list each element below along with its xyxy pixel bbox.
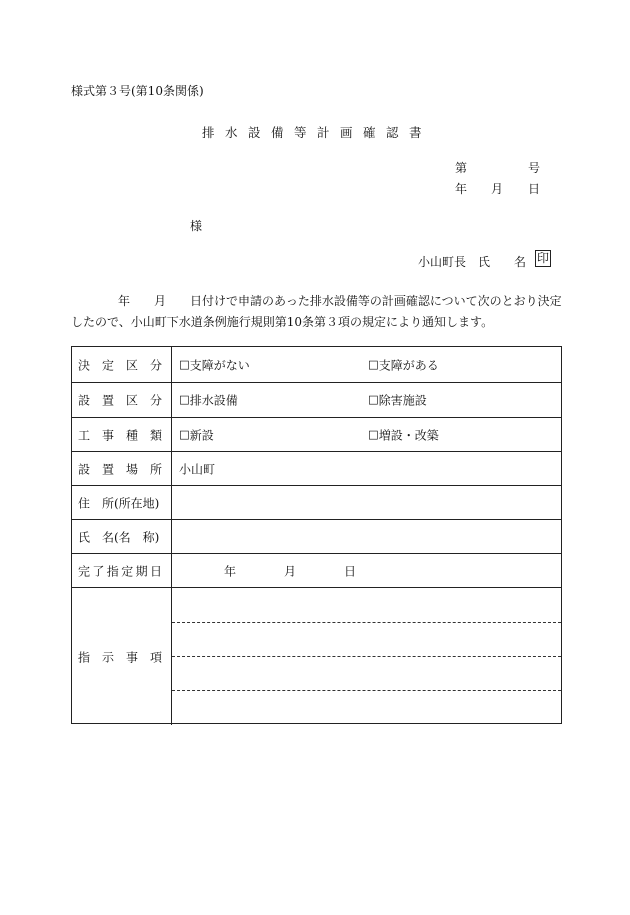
row-label: 指 示 事 項 [78,650,163,664]
document-title: 排水設備等計画確認書 [202,125,433,140]
completion-year: 年 [224,564,237,578]
table-row [72,347,561,382]
location-value[interactable]: 小山町 [179,462,216,476]
option-extension[interactable]: ☐増設・改築 [368,428,439,442]
row-label: 住 所(所在地) [78,496,160,510]
option-has-issue[interactable]: ☐支障がある [368,358,439,372]
table-row [72,485,561,519]
table-row [72,382,561,417]
number-prefix: 第 [455,161,468,175]
table-row [72,451,561,485]
table-row [72,417,561,451]
row-label: 決 定 区 分 [78,358,163,372]
confirmation-table [71,346,562,724]
instructions-row [72,587,561,725]
number-suffix: 号 [528,161,541,175]
completion-day: 日 [344,564,357,578]
body-text-line-1: 年 月 日付けで申請のあった排水設備等の計画確認について次のとおり決定 [118,294,562,308]
dashed-divider [172,656,561,657]
seal-box: 印 [536,251,549,265]
dashed-divider [172,622,561,623]
table-row [72,553,561,587]
row-label: 工 事 種 類 [78,428,163,442]
row-label: 設 置 場 所 [78,462,163,476]
date-year: 年 [455,182,468,196]
body-text-line-2: したので、小山町下水道条例施行規則第10条第３項の規定により通知します。 [71,315,494,329]
addressee-honorific: 様 [190,219,203,233]
table-row [72,519,561,553]
row-label: 氏 名(名 称) [78,530,160,544]
option-drainage[interactable]: ☐排水設備 [179,393,238,408]
dashed-divider [172,690,561,691]
row-label: 設 置 区 分 [78,393,163,408]
completion-month: 月 [284,564,297,578]
date-month: 月 [491,182,504,196]
option-abatement[interactable]: ☐除害施設 [368,393,427,408]
form-number-label: 様式第３号(第10条関係) [71,84,204,98]
date-day: 日 [528,182,541,196]
issuer-name: 小山町長 氏 名 [418,255,527,269]
option-new[interactable]: ☐新設 [179,428,214,442]
row-label: 完了指定期日 [78,564,165,578]
option-no-issue[interactable]: ☐支障がない [179,358,250,372]
